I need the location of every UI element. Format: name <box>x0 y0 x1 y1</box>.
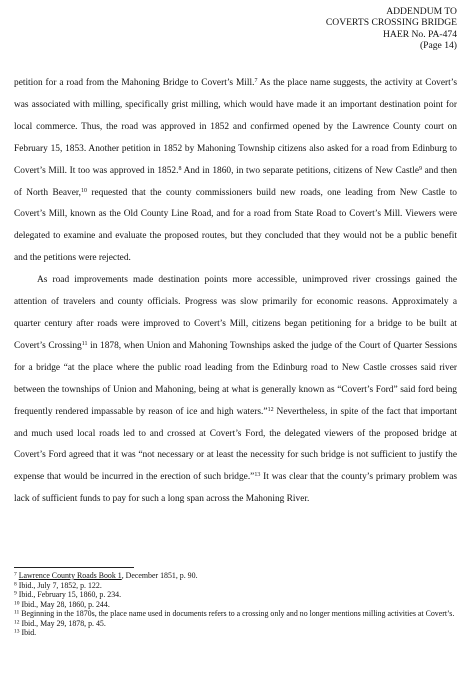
p2-text-4: It was clear that the county’s primary problem was lack of sufficient funds to pay for such a long span across the Mahoning River. <box>14 472 458 505</box>
document-header <box>237 6 457 52</box>
footnote-source-title: Lawrence County Roads Book 1 <box>18 571 122 580</box>
footnote-ref-7: 7 <box>254 78 258 84</box>
footnote-number: 7 <box>14 571 17 578</box>
body-text <box>14 73 457 511</box>
footnote-number: 10 <box>14 600 20 606</box>
footnote-12 <box>14 619 457 629</box>
footnote-text: , December 1851, p. 90. <box>121 571 198 580</box>
paragraph-1 <box>14 73 457 270</box>
header-page-number: (Page 14) <box>419 40 457 52</box>
p1-text-5: requested that the county commissioners build new roads, one leading from New Castle to Covert’s Mill, known as the Old County Line Road, and for a road from State Road to Covert’s Mill. Viewers were delegated to examine and evaluate the proposed routes, but they concluded that they would not be a public benefit and the petitions were rejected. <box>14 187 457 264</box>
p1-text-4: and then of North Beaver, <box>14 165 457 198</box>
footnote-ref-9: 9 <box>418 165 422 172</box>
paragraph-2 <box>14 270 457 511</box>
footnote-11 <box>14 609 457 619</box>
footnote-9 <box>14 590 457 600</box>
footnote-number: 9 <box>14 590 17 597</box>
p2-text-3: Nevertheless, in spite of the fact that important and much used local roads led to and crossed at Covert’s Ford, the delegated viewers of the proposed bridge at Covert’s Ford agreed that it was “not necessary or at least the necessity for such bridge is not sufficient to justify the expense that would be incurred in the erection of such bridge.” <box>14 406 457 483</box>
footnote-13 <box>14 628 457 638</box>
footnote-10 <box>14 600 457 610</box>
header-title: COVERTS CROSSING BRIDGE <box>325 17 457 29</box>
footnote-text: Ibid., May 28, 1860, p. 244. <box>19 599 110 609</box>
footnote-number: 12 <box>14 619 20 625</box>
footnote-text: Ibid., July 7, 1852, p. 122. <box>16 580 102 590</box>
footnote-ref-12: 12 <box>267 406 274 413</box>
footnote-text: Ibid. <box>19 628 37 637</box>
footnote-8 <box>14 581 457 591</box>
footnote-text: Ibid., May 29, 1878, p. 45. <box>19 618 106 628</box>
footnotes <box>14 571 457 638</box>
footnote-divider <box>14 567 134 568</box>
footnote-ref-13: 13 <box>254 472 261 479</box>
p1-text-1: petition for a road from the Mahoning Bridge to Covert’s Mill. <box>14 78 255 88</box>
footnote-text: Beginning in the 1870s, the place name used in documents refers to a crossing only and no longer mentions milling activities at Covert’s. <box>19 609 455 618</box>
header-haer-number: HAER No. PA-474 <box>382 28 457 40</box>
footnote-text: Ibid., February 15, 1860, p. 234. <box>16 590 122 599</box>
footnote-7 <box>14 571 457 581</box>
p1-text-3: And in 1860, in two separate petitions, citizens of New Castle <box>181 165 419 176</box>
footnote-number: 8 <box>14 581 17 587</box>
p2-text-1: As road improvements made destination points more accessible, unimproved river crossings gained the attention of travelers and county officials. Progress was slow primarily for economic reasons. Approximately a quarter century after roads were improved to Covert’s Mill, citizens began petitioning for a bridge to be built at Covert’s Crossing <box>14 275 457 351</box>
footnote-ref-8: 8 <box>178 165 182 172</box>
p2-text-2: in 1878, when Union and Mahoning Townships asked the judge of the Court of Quarter Sessions for a bridge “at the place where the public road leading from the Edinburg road to New Castle crosses said river between the townships of Union and Mahoning, being at what is generally known as “Covert’s Ford” said ford being frequently rendered impassable by reason of ice and high waters.” <box>14 340 457 417</box>
footnote-number: 13 <box>14 628 20 635</box>
footnote-ref-11: 11 <box>81 340 88 347</box>
footnote-ref-10: 10 <box>80 187 87 194</box>
p1-text-2: As the place name suggests, the activity at Covert’s was associated with milling, specifically grist milling, which would have made it an important destination point for local commerce. Thus, the road was approved in 1852 and confirmed opened by the Lawrence County court on February 15, 1853. Another petition in 1852 by Mahoning Township citizens also asked for a road from Edinburg to Covert’s Mill. It too was approved in 1852. <box>14 78 457 176</box>
header-addendum: ADDENDUM TO <box>386 6 457 17</box>
footnote-number: 11 <box>14 609 20 616</box>
